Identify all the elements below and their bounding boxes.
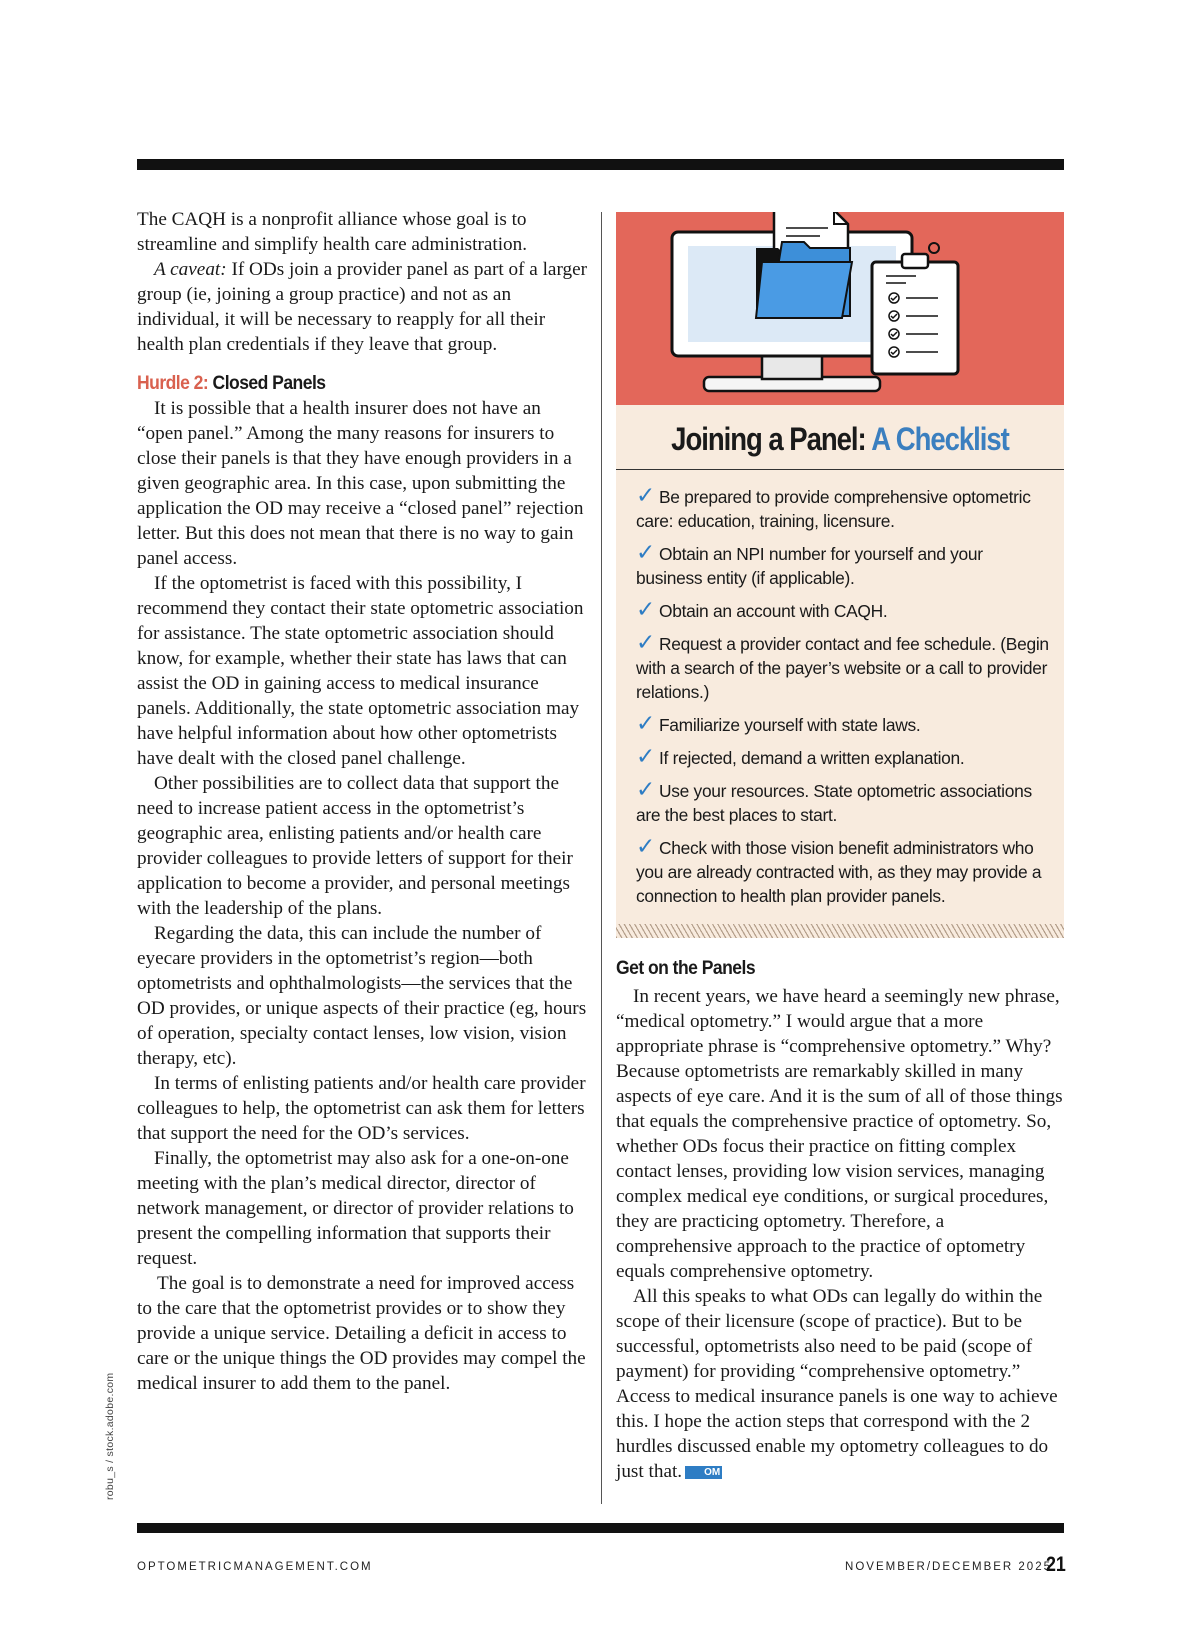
checklist-item [636, 484, 1051, 533]
checklist-item-text: Familiarize yourself with state laws. [658, 715, 921, 735]
column-divider [601, 212, 602, 1504]
hurdle-2-title: Closed Panels [212, 372, 326, 394]
checklist-item [636, 745, 1051, 770]
checklist-item-text: Obtain an account with CAQH. [658, 601, 888, 621]
checkmark-icon: ✓ [636, 834, 655, 860]
checklist-sidebar [616, 212, 1064, 938]
computer-illustration [616, 212, 1064, 405]
checklist-item [636, 778, 1051, 827]
intro-paragraph: The CAQH is a nonprofit alliance whose goal is to streamline and simplify health care administration. [137, 209, 528, 255]
checkmark-icon: ✓ [636, 597, 655, 623]
closing-paragraph [616, 1284, 1064, 1484]
checkmark-icon: ✓ [636, 744, 655, 770]
checkmark-icon: ✓ [636, 483, 655, 509]
checklist [636, 484, 1051, 916]
get-on-panels-heading: Get on the Panels [616, 957, 756, 979]
checklist-title-main: Joining a Panel: [671, 421, 866, 457]
checkmark-icon: ✓ [636, 630, 655, 656]
checklist-item-text: Use your resources. State optometric associations are the best places to start. [636, 781, 1032, 825]
checklist-item [636, 712, 1051, 737]
checklist-item-text: Request a provider contact and fee schedule. (Begin with a search of the payer’s website or a call to provider relations.) [636, 634, 1049, 702]
caveat-paragraph [137, 257, 587, 357]
checkmark-icon: ✓ [636, 777, 655, 803]
clipboard-checklist-icon [872, 243, 958, 374]
right-column [616, 984, 1064, 1484]
checklist-item [636, 541, 1051, 590]
checklist-item [636, 598, 1051, 623]
hurdle-2-prefix: Hurdle 2: [137, 372, 209, 394]
caveat-text: If ODs join a provider panel as part of a larger group (ie, joining a group practice) and not as an individual, it will be necessary to reapply for all their health plan credentials if they leave that group. [137, 259, 587, 355]
checkmark-icon: ✓ [636, 540, 655, 566]
body-paragraph: If the optometrist is faced with this possibility, I recommend they contact their state optometric association for assistance. The state optometric association should know, for example, whether their state has laws that can assist the OD in gaining access to medical insurance panels. Additionally, the state optometric association may have helpful information about how other optometrists have dealt with the closed panel challenge. [137, 573, 584, 769]
body-paragraph: In terms of enlisting patients and/or health care provider colleagues to help, the optometrist can ask them for letters that support the need for the OD’s services. [137, 1073, 586, 1144]
top-rule [137, 159, 1064, 170]
caveat-label: A caveat: [154, 259, 227, 280]
footer-issue: NOVEMBER/DECEMBER 2025 [845, 1561, 1052, 1573]
checklist-item-text: Check with those vision benefit administrators who you are already contracted with, as they may provide a connection to health plan provider panels. [636, 838, 1042, 906]
body-paragraph: Other possibilities are to collect data that support the need to increase patient access in the optometrist’s geographic area, enlisting patients and/or health care provider colleagues to provide letters of support for their application to become a provider, and personal meetings with the leadership of the plans. [137, 773, 573, 919]
closing-paragraph-text: All this speaks to what ODs can legally do within the scope of their licensure (scope of practice). But to be successful, optometrists also need to be paid (scope of payment) for providing “comprehensive optometry.” Access to medical insurance panels is one way to achieve this. I hope the action steps that correspond with the 2 hurdles discussed enable my optometry colleagues to do just that. [616, 1286, 1058, 1482]
hurdle-2-heading [137, 371, 542, 396]
body-paragraph: Regarding the data, this can include the number of eyecare providers in the optometrist’s region—both optometrists and ophthalmologists—the services that the OD provides, or unique aspects of their practice (eg, hours of operation, specialty contact lenses, low vision, vision therapy, etc). [137, 923, 587, 1069]
body-paragraph: It is possible that a health insurer does not have an “open panel.” Among the many reasons for insurers to close their panels is that they have enough providers in a given geographic area. In this case, upon submitting the application the OD may receive a “closed panel” rejection letter. But this does not mean that there is no way to gain panel access. [137, 398, 584, 569]
body-paragraph: Finally, the optometrist may also ask for a one-on-one meeting with the plan’s medical director, director of network management, or director of provider relations to present the compelling information that supports their request. [137, 1148, 574, 1269]
checkmark-icon: ✓ [636, 711, 655, 737]
checklist-title-accent: A Checklist [871, 421, 1009, 457]
checklist-item [636, 835, 1051, 908]
body-paragraph: In recent years, we have heard a seemingly new phrase, “medical optometry.” I would argue that a more appropriate phrase is “comprehensive optometry.” Why? Because optometrists are remarkably skilled in many aspects of eye care. And it is the sum of all of those things that equals the comprehensive practice of optometry. So, whether ODs focus their practice on fitting complex contact lenses, providing low vision services, managing complex medical eye conditions, or surgical procedures, they are practicing optometry. Therefore, a comprehensive approach to the practice of optometry equals comprehensive optometry. [616, 986, 1063, 1282]
footer-site: OPTOMETRICMANAGEMENT.COM [137, 1561, 373, 1573]
checklist-item-text: If rejected, demand a written explanation. [658, 748, 965, 768]
checklist-item-text: Be prepared to provide comprehensive optometric care: education, training, licensure. [636, 487, 1031, 531]
folder-icon [756, 242, 852, 318]
page-number: 21 [1046, 1553, 1066, 1576]
left-column [137, 207, 587, 1396]
photo-credit: robu_s / stock.adobe.com [104, 1372, 116, 1500]
bottom-rule [137, 1523, 1064, 1533]
checklist-title-rule [616, 469, 1064, 470]
hatch-border [616, 924, 1064, 938]
body-paragraph: The goal is to demonstrate a need for improved access to the care that the optometrist provides or to show they provide a unique service. Detailing a deficit in access to care or the unique things the OD provides may compel the medical insurer to add them to the panel. [137, 1273, 586, 1394]
checklist-item [636, 631, 1051, 704]
checklist-title [647, 419, 1032, 459]
checklist-item-text: Obtain an NPI number for yourself and your business entity (if applicable). [636, 544, 983, 588]
end-mark-logo: OM [685, 1466, 722, 1479]
illustration-banner [616, 212, 1064, 405]
